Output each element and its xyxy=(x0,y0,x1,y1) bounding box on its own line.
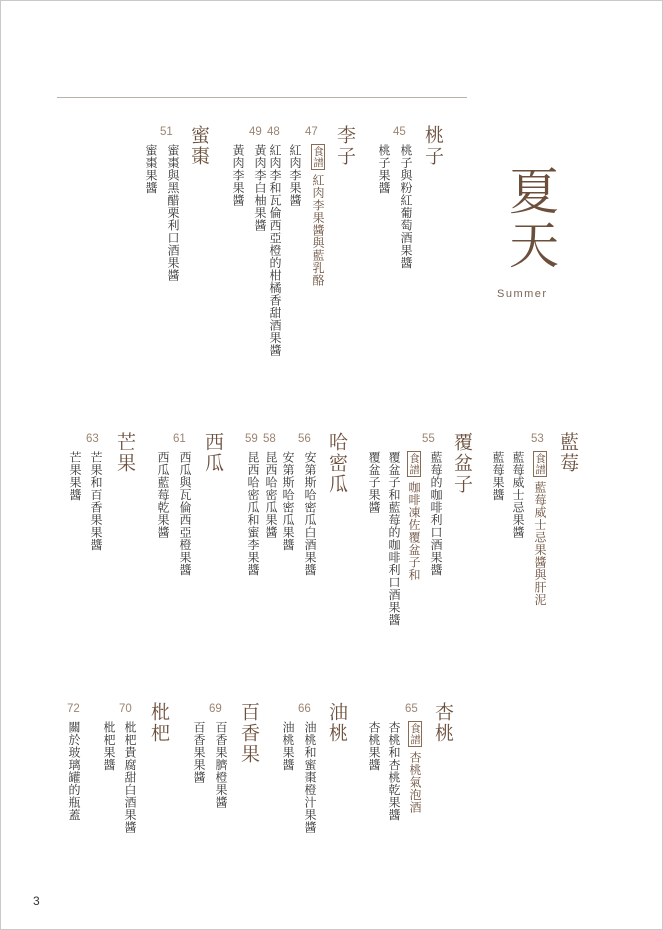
page-reference[interactable]: 65 xyxy=(405,703,418,715)
entry-title: 黃肉李果醬 xyxy=(231,144,245,207)
page-reference[interactable]: 47 xyxy=(305,126,318,138)
entry-title: 杏桃氣泡酒 xyxy=(408,751,422,814)
jam-entry[interactable] xyxy=(178,451,192,576)
fruit-heading: 哈密瓜 xyxy=(326,432,348,495)
page-reference[interactable]: 45 xyxy=(393,126,406,138)
jam-entry[interactable] xyxy=(367,451,381,514)
entry-title: 蜜棗與黑醋栗利口酒果醬 xyxy=(166,144,180,282)
recipe-tag: 食譜 xyxy=(409,723,421,745)
entry-title: 昆西哈密瓜和蜜李果醬 xyxy=(246,451,260,576)
jam-entry[interactable] xyxy=(67,721,81,821)
entry-title: 咖啡凍佐覆盆子和 xyxy=(407,481,421,581)
jam-entry[interactable] xyxy=(281,451,295,551)
page-reference[interactable]: 56 xyxy=(298,433,311,445)
entry-title: 覆盆子和藍莓的咖啡利口酒果醬 xyxy=(387,451,401,626)
jam-entry[interactable] xyxy=(144,144,158,194)
entry-title: 芒果和百香果果醬 xyxy=(89,451,103,551)
entry-title: 百香果果醬 xyxy=(192,721,206,784)
entry-title: 黃肉李白柚果醬 xyxy=(253,144,267,232)
page-reference[interactable]: 59 xyxy=(245,433,258,445)
recipe-entry[interactable] xyxy=(408,721,422,814)
jam-entry[interactable] xyxy=(89,451,103,551)
fruit-heading: 桃子 xyxy=(422,125,444,167)
jam-entry[interactable] xyxy=(68,451,82,501)
entry-title: 杏桃和杏桃乾果醬 xyxy=(387,721,401,821)
jam-entry[interactable] xyxy=(192,721,206,784)
jam-entry[interactable] xyxy=(399,144,413,269)
recipe-entry[interactable] xyxy=(311,144,325,287)
jam-entry[interactable] xyxy=(387,721,401,821)
jam-entry[interactable] xyxy=(288,144,302,207)
jam-entry[interactable] xyxy=(268,144,282,357)
top-rule xyxy=(57,97,467,98)
jam-entry[interactable] xyxy=(156,451,170,539)
jam-entry[interactable] xyxy=(429,451,443,576)
jam-entry[interactable] xyxy=(214,721,228,809)
recipe-tag: 食譜 xyxy=(408,453,420,475)
recipe-entry[interactable] xyxy=(533,451,547,606)
jam-entry[interactable] xyxy=(303,721,317,834)
entry-title: 枇杷果醬 xyxy=(102,721,116,771)
jam-entry[interactable] xyxy=(303,451,317,576)
fruit-heading: 覆盆子 xyxy=(451,432,473,495)
entry-title: 關於玻璃罐的瓶蓋 xyxy=(67,721,81,821)
entry-title: 西瓜藍莓乾果醬 xyxy=(156,451,170,539)
jam-entry[interactable] xyxy=(491,451,505,501)
entry-title: 藍莓果醬 xyxy=(491,451,505,501)
fruit-heading: 西瓜 xyxy=(202,432,224,474)
jam-entry[interactable] xyxy=(166,144,180,282)
page-reference[interactable]: 58 xyxy=(263,433,276,445)
fruit-heading: 蜜棗 xyxy=(188,125,210,167)
entry-title: 紅肉李果醬與藍乳酪 xyxy=(311,174,325,287)
jam-entry[interactable] xyxy=(231,144,245,207)
entry-title: 油桃果醬 xyxy=(281,721,295,771)
entry-title: 紅肉李和瓦倫西亞橙的柑橘香甜酒果醬 xyxy=(268,144,282,357)
page-reference[interactable]: 69 xyxy=(209,703,222,715)
entry-title: 杏桃果醬 xyxy=(367,721,381,771)
entry-title: 桃子果醬 xyxy=(377,144,391,194)
jam-entry[interactable] xyxy=(377,144,391,194)
jam-entry[interactable] xyxy=(387,451,401,626)
entry-title: 油桃和蜜棗橙汁果醬 xyxy=(303,721,317,834)
entry-title: 覆盆子果醬 xyxy=(367,451,381,514)
entry-title: 桃子與粉紅葡萄酒果醬 xyxy=(399,144,413,269)
jam-entry[interactable] xyxy=(102,721,116,771)
entry-title: 西瓜與瓦倫西亞橙果醬 xyxy=(178,451,192,576)
recipe-tag: 食譜 xyxy=(312,146,324,168)
jam-entry[interactable] xyxy=(367,721,381,771)
page-reference[interactable]: 66 xyxy=(298,703,311,715)
page-number: 3 xyxy=(33,894,40,908)
season-subtitle: Summer xyxy=(497,288,548,300)
season-title: 夏天 xyxy=(501,165,559,273)
entry-title: 紅肉李果醬 xyxy=(288,144,302,207)
fruit-heading: 百香果 xyxy=(238,702,260,765)
page-reference[interactable]: 63 xyxy=(86,433,99,445)
entry-title: 百香果臍橙果醬 xyxy=(214,721,228,809)
fruit-heading: 李子 xyxy=(334,125,356,167)
entry-title: 藍莓威士忌果醬 xyxy=(511,451,525,539)
fruit-heading: 藍莓 xyxy=(557,432,579,474)
jam-entry[interactable] xyxy=(123,721,137,834)
page-reference[interactable]: 48 xyxy=(267,126,280,138)
recipe-tag: 食譜 xyxy=(534,453,546,475)
entry-title: 安第斯哈密瓜白酒果醬 xyxy=(303,451,317,576)
fruit-heading: 芒果 xyxy=(114,432,136,474)
entry-title: 安第斯哈密瓜果醬 xyxy=(281,451,295,551)
page-reference[interactable]: 53 xyxy=(531,433,544,445)
entry-title: 芒果果醬 xyxy=(68,451,82,501)
fruit-heading: 杏桃 xyxy=(432,702,454,744)
entry-title: 蜜棗果醬 xyxy=(144,144,158,194)
jam-entry[interactable] xyxy=(511,451,525,539)
page-reference[interactable]: 70 xyxy=(119,703,132,715)
entry-title: 藍莓的咖啡利口酒果醬 xyxy=(429,451,443,576)
entry-title: 藍莓威士忌果醬與肝泥 xyxy=(533,481,547,606)
page-reference[interactable]: 72 xyxy=(67,703,80,715)
fruit-heading: 油桃 xyxy=(326,702,348,744)
page-reference[interactable]: 51 xyxy=(160,126,173,138)
page-reference[interactable]: 61 xyxy=(173,433,186,445)
page-reference[interactable]: 49 xyxy=(249,126,262,138)
jam-entry[interactable] xyxy=(246,451,260,576)
entry-title: 枇杷貴腐甜白酒果醬 xyxy=(123,721,137,834)
jam-entry[interactable] xyxy=(264,451,278,539)
entry-title: 昆西哈密瓜果醬 xyxy=(264,451,278,539)
fruit-heading: 枇杷 xyxy=(148,702,170,744)
page-reference[interactable]: 55 xyxy=(422,433,435,445)
jam-entry[interactable] xyxy=(281,721,295,771)
recipe-entry[interactable] xyxy=(407,451,421,581)
jam-entry[interactable] xyxy=(253,144,267,232)
